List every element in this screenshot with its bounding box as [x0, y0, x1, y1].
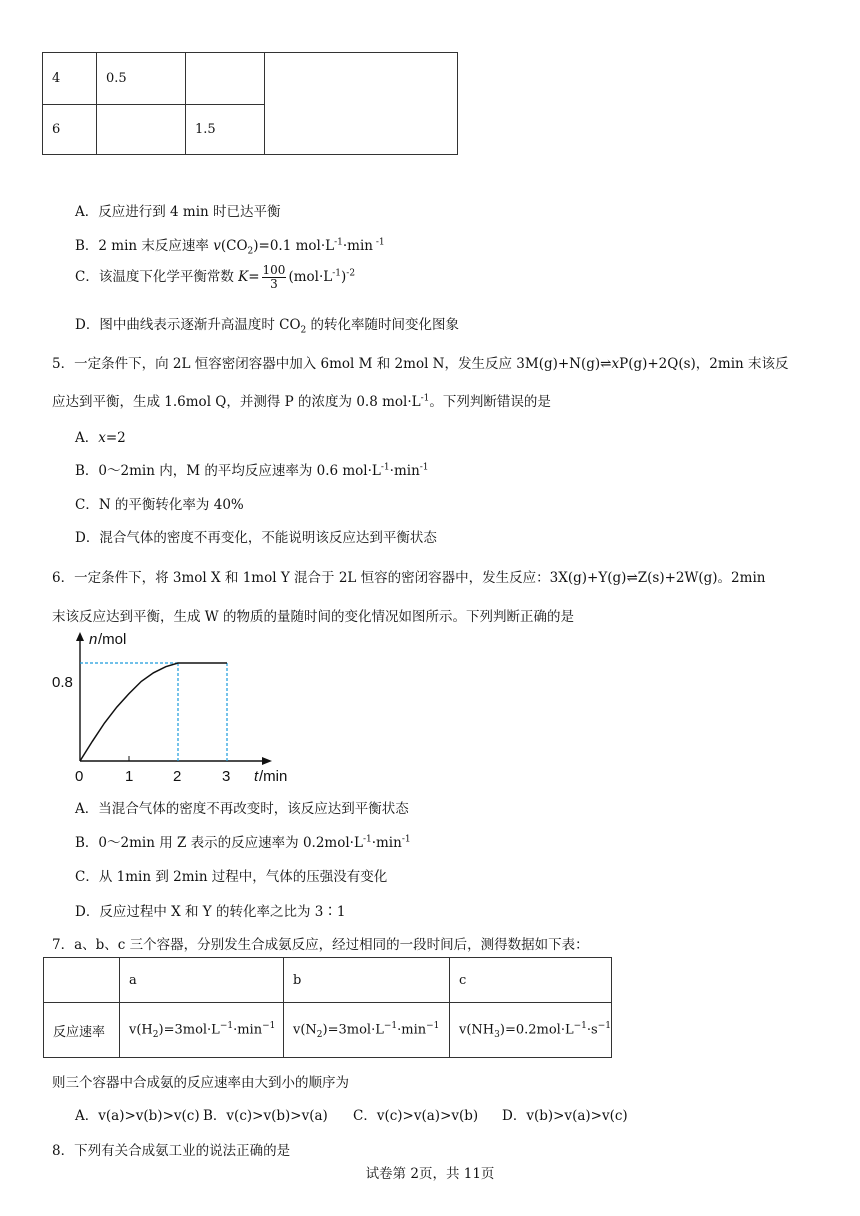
q7-option-c: C．v(c)>v(a)>v(b)	[353, 1108, 479, 1124]
y-axis-arrow	[76, 632, 84, 641]
table-cell: 1.5	[186, 105, 265, 155]
q5-stem-line2: 应达到平衡，生成 1.6mol Q，并测得 P 的浓度为 0.8 $mol\cdot L^{-1}$。下列判断错误的是	[52, 393, 551, 410]
x-tick-label-0: 0	[75, 768, 84, 785]
w-amount-graph	[40, 628, 310, 788]
q4-option-d: D．图中曲线表示逐渐升高温度时 $CO_2$ 的转化率随时间变化图象	[75, 317, 460, 336]
table-cell: 0.5	[97, 53, 186, 105]
table-cell-c: $v(NH_3)=0.2mol\cdot L^{-1}\cdot s^{-1}$	[450, 1003, 612, 1058]
x-tick-label-2: 2	[173, 768, 182, 785]
q5-stem-line1: 5．一定条件下，向 2L 恒容密闭容器中加入 6mol M 和 2mol N，发生反应 3M(g)+N(g)⇌xP(g)+2Q(s)，2min 末该反	[52, 356, 789, 372]
q7-option-b: B．v(c)>v(b)>v(a)	[203, 1108, 328, 1124]
table-header-cell: c	[450, 958, 612, 1003]
series-line	[80, 663, 227, 761]
q6-stem-line2: 末该反应达到平衡，生成 W 的物质的量随时间的变化情况如图所示。下列判断正确的是	[52, 609, 574, 625]
table-cell: 6	[43, 105, 97, 155]
x-axis-label-t: t	[254, 768, 259, 785]
table-row-label: 反应速率	[44, 1003, 120, 1058]
q6-option-c: C．从 1min 到 2min 过程中，气体的压强没有变化	[75, 869, 388, 885]
q8-stem: 8．下列有关合成氨工业的说法正确的是	[52, 1143, 291, 1159]
x-tick-label-3: 3	[222, 768, 231, 785]
y-tick-label: 0.8	[52, 674, 73, 691]
x-axis-label-unit: /min	[259, 768, 288, 785]
table-cell-b: $v(N_2)=3mol\cdot L^{-1}\cdot\min^{-1}$	[284, 1003, 450, 1058]
table-header-cell: b	[284, 958, 450, 1003]
table-cell: 4	[43, 53, 97, 105]
q6-option-d: D．反应过程中 X 和 Y 的转化率之比为 3∶1	[75, 904, 346, 920]
q6-option-a: A．当混合气体的密度不再改变时，该反应达到平衡状态	[75, 801, 409, 817]
q5-option-a: A．x=2	[75, 430, 126, 446]
q7-option-a: A．v(a)>v(b)>v(c)	[75, 1108, 200, 1124]
q5-option-d: D．混合气体的密度不再变化，不能说明该反应达到平衡状态	[75, 530, 437, 546]
x-tick-label-1: 1	[125, 768, 134, 785]
table-cell	[97, 105, 186, 155]
graph-plot-area	[80, 663, 227, 761]
x-axis-arrow	[262, 757, 272, 765]
q6-option-b: B．0～2min 用 Z 表示的反应速率为 $0.2mol\cdot L^{-1}\cdot\min^{-1}$	[75, 834, 411, 851]
y-axis-label-n: n	[89, 631, 98, 648]
q6-stem-line1: 6．一定条件下，将 3mol X 和 1mol Y 混合于 2L 恒容的密闭容器中，发生反应：3X(g)+Y(g)⇌Z(s)+2W(g)。2min	[52, 570, 766, 586]
table-cell-a: $v(H_2)=3mol\cdot L^{-1}\cdot\min^{-1}$	[120, 1003, 284, 1058]
q4-option-a: A．反应进行到 4 min 时已达平衡	[75, 204, 281, 220]
q5-option-c: C．N 的平衡转化率为 40%	[75, 497, 244, 513]
fraction: $\frac{100}{3}$	[262, 263, 286, 291]
table-header-cell: a	[120, 958, 284, 1003]
q7-option-d: D．v(b)>v(a)>v(c)	[502, 1108, 628, 1124]
table-header-cell	[44, 958, 120, 1003]
q7-question: 则三个容器中合成氨的反应速率由大到小的顺序为	[52, 1075, 349, 1091]
q4-option-c: C．该温度下化学平衡常数 K= $\frac{100}{3}$ $(mol\cdot L^{-1})^{-2}$	[75, 263, 356, 291]
y-axis-label-unit: /mol	[98, 631, 127, 648]
table-cell	[186, 53, 265, 105]
q4-option-b: B．2 min 末反应速率 $v(CO_2)=0.1$ $mol\cdot L^{-1}\cdot\min$ $^{-1}$	[75, 237, 385, 257]
page-footer: 试卷第 2页，共 11页	[365, 1166, 495, 1182]
q7-stem: 7．a、b、c 三个容器，分别发生合成氨反应，经过相同的一段时间后，测得数据如下表：	[52, 937, 589, 953]
q5-option-b: B．0～2min 内，M 的平均反应速率为 0.6 $mol\cdot L^{-1}\cdot\min^{-1}$	[75, 462, 429, 479]
top-table	[42, 52, 458, 155]
q7-table	[43, 957, 612, 1058]
table-cell	[265, 53, 458, 155]
